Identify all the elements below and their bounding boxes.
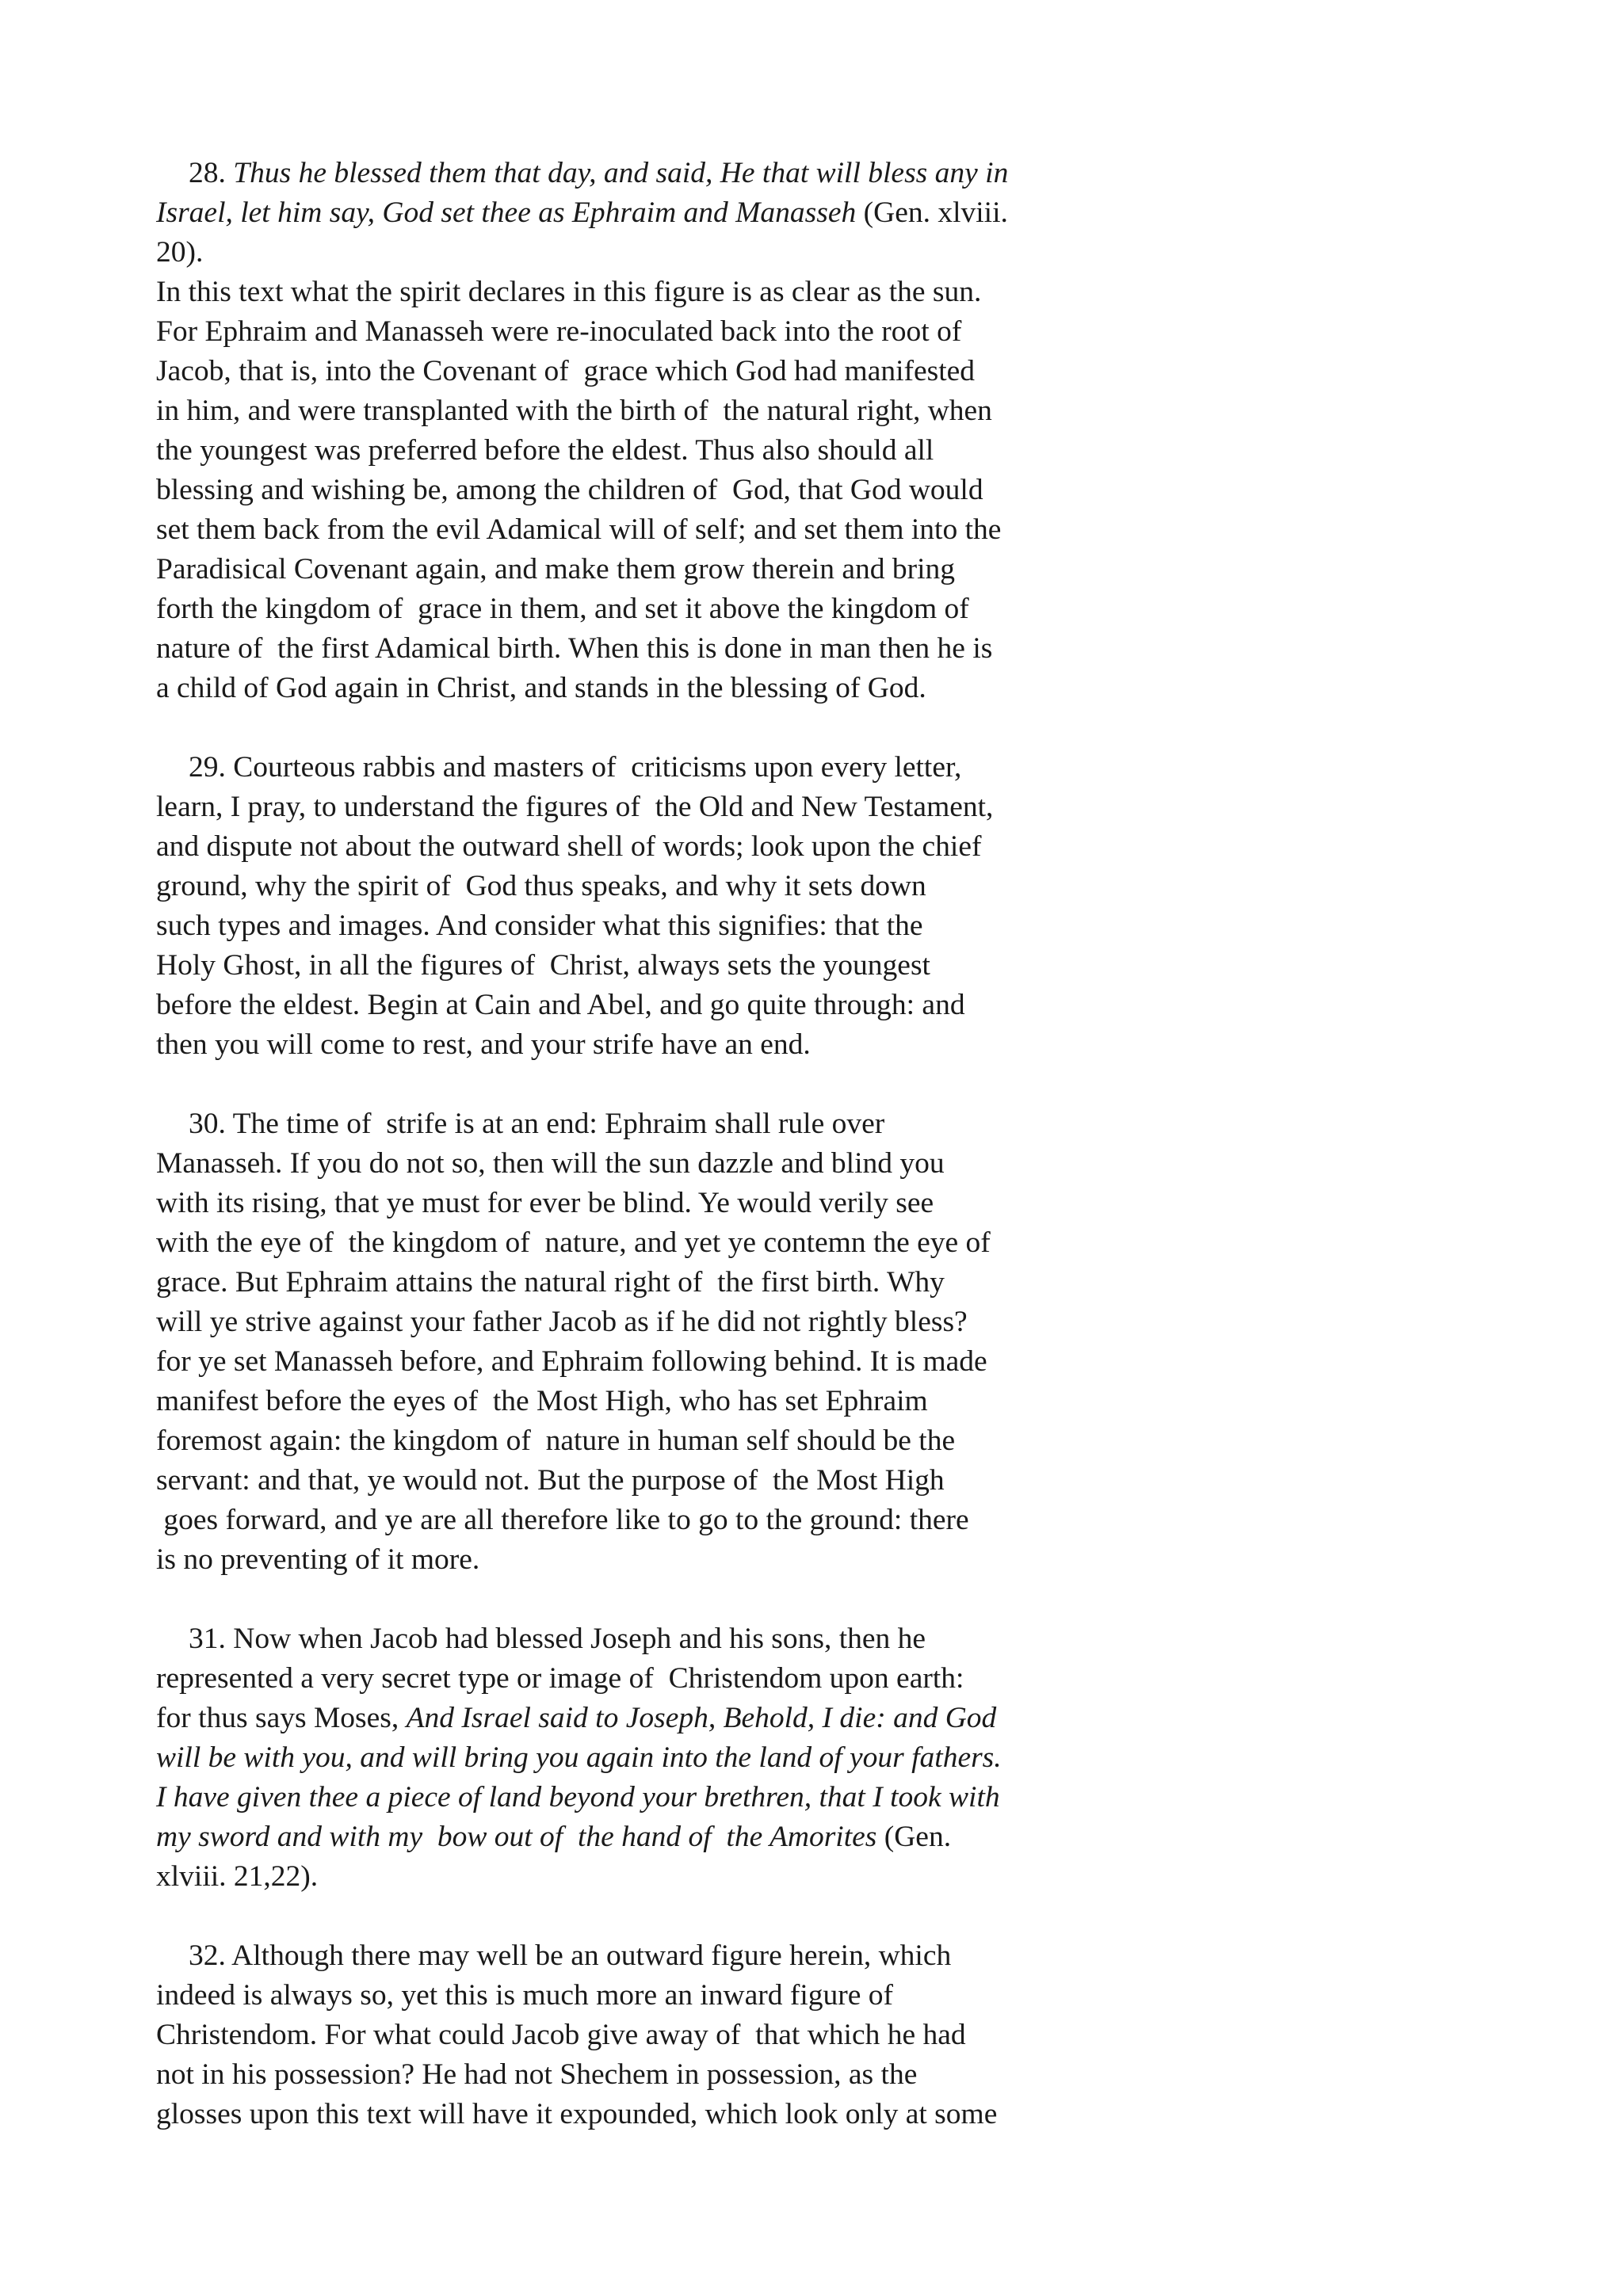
text-run: glosses upon this text will have it expounded, which look only at some <box>156 2098 998 2130</box>
text-run: and dispute not about the outward shell of words; look upon the chief <box>156 830 982 863</box>
text-line <box>156 2095 997 2134</box>
italic-text-run: Thus he blessed them that day, and said, He that will bless any in <box>233 157 1009 189</box>
text-line <box>156 1302 968 1342</box>
text-run: ground, why the spirit of God thus speaks, and why it sets down <box>156 870 926 902</box>
text-run: (Gen. xlviii. <box>856 196 1008 229</box>
text-line <box>156 1223 991 1263</box>
text-line <box>156 1817 951 1857</box>
text-run: in him, and were transplanted with the birth of the natural right, when <box>156 395 992 427</box>
text-line <box>156 669 926 708</box>
text-run: 32. Although there may well be an outward figure herein, which <box>189 1939 952 1972</box>
text-line <box>156 1778 1000 1817</box>
text-line <box>156 986 965 1025</box>
text-line <box>156 867 926 906</box>
text-run: such types and images. And consider what this signifies: that the <box>156 910 923 942</box>
text-run: Paradisical Covenant again, and make them grow therein and bring <box>156 553 956 585</box>
text-line <box>156 1382 928 1421</box>
text-line <box>189 154 1008 193</box>
text-line <box>156 2016 966 2055</box>
text-run: Jacob, that is, into the Covenant of grace which God had manifested <box>156 355 976 387</box>
text-run: will ye strive against your father Jacob as if he did not rightly bless? <box>156 1306 968 1338</box>
text-run: with the eye of the kingdom of nature, and yet ye contemn the eye of <box>156 1226 991 1259</box>
text-line <box>156 827 981 867</box>
text-run: set them back from the evil Adamical will of self; and set them into the <box>156 513 1002 546</box>
text-line <box>156 550 955 589</box>
text-line <box>156 1421 955 1461</box>
text-line <box>156 2055 917 2095</box>
text-run: represented a very secret type or image of Christendom upon earth: <box>156 1662 964 1695</box>
text-line <box>156 1342 987 1382</box>
text-line <box>156 193 1008 233</box>
text-line <box>156 431 934 471</box>
text-line <box>156 1263 945 1302</box>
text-run: xlviii. 21,22). <box>156 1860 319 1893</box>
text-run: 20). <box>156 236 204 269</box>
text-run: for ye set Manasseh before, and Ephraim following behind. It is made <box>156 1345 987 1378</box>
text-line <box>156 589 969 629</box>
text-line <box>156 1738 1002 1778</box>
italic-text-run: my sword and with my bow out of the hand of the Amorites <box>156 1821 877 1853</box>
text-line <box>156 1976 893 2016</box>
text-run: not in his possession? He had not Shechem in possession, as the <box>156 2058 918 2091</box>
text-line <box>156 510 1001 550</box>
text-line <box>156 629 992 669</box>
text-run: 28. <box>189 157 234 189</box>
text-line <box>156 1540 479 1580</box>
text-run: with its rising, that ye must for ever be blind. Ye would verily see <box>156 1187 934 1219</box>
text-run: 29. Courteous rabbis and masters of criticisms upon every letter, <box>189 751 962 784</box>
text-line <box>189 1619 926 1659</box>
text-line <box>156 1461 945 1501</box>
text-line <box>156 1699 996 1738</box>
text-run: is no preventing of it more. <box>156 1543 480 1576</box>
text-line <box>156 1025 811 1065</box>
text-line <box>156 391 992 431</box>
text-run: Manasseh. If you do not so, then will the sun dazzle and blind you <box>156 1147 945 1180</box>
italic-text-run: Israel, let him say, God set thee as Ephraim and Manasseh <box>156 196 857 229</box>
text-run: manifest before the eyes of the Most High, who has set Ephraim <box>156 1385 928 1417</box>
text-run: learn, I pray, to understand the figures of the Old and New Testament, <box>156 791 994 823</box>
text-run: forth the kingdom of grace in them, and set it above the kingdom of <box>156 593 969 625</box>
text-line <box>156 312 961 352</box>
text-line <box>156 273 981 312</box>
text-run: for thus says Moses, <box>156 1702 407 1734</box>
text-line <box>156 788 993 827</box>
text-run: before the eldest. Begin at Cain and Abel, and go quite through: and <box>156 989 965 1021</box>
italic-text-run: And Israel said to Joseph, Behold, I die: and God <box>406 1702 997 1734</box>
text-run: the youngest was preferred before the eldest. Thus also should all <box>156 434 934 467</box>
text-line <box>189 748 961 788</box>
text-line <box>156 906 923 946</box>
text-line <box>156 1144 945 1184</box>
text-line <box>156 1659 964 1699</box>
text-line <box>156 1184 934 1223</box>
text-line <box>189 1104 884 1144</box>
text-run: For Ephraim and Manasseh were re-inoculated back into the root of <box>156 315 962 348</box>
text-line <box>189 1936 951 1976</box>
text-line <box>156 1501 969 1540</box>
text-run: blessing and wishing be, among the children of God, that God would <box>156 474 983 506</box>
text-line <box>156 946 930 986</box>
italic-text-run: I have given thee a piece of land beyond your brethren, that I took with <box>156 1781 1000 1814</box>
text-run: nature of the first Adamical birth. When this is done in man then he is <box>156 632 993 665</box>
text-run: a child of God again in Christ, and stands in the blessing of God. <box>156 672 926 704</box>
text-run: (Gen. <box>876 1821 952 1853</box>
text-run: servant: and that, ye would not. But the purpose of the Most High <box>156 1464 945 1497</box>
text-run: Holy Ghost, in all the figures of Christ, always sets the youngest <box>156 949 930 982</box>
text-line <box>156 352 975 391</box>
text-run: indeed is always so, yet this is much more an inward figure of <box>156 1979 893 2012</box>
text-run: 30. The time of strife is at an end: Ephraim shall rule over <box>189 1108 885 1140</box>
text-line <box>156 471 983 510</box>
text-run: Christendom. For what could Jacob give away of that which he had <box>156 2019 966 2051</box>
text-run: foremost again: the kingdom of nature in human self should be the <box>156 1425 956 1457</box>
text-line <box>156 1857 318 1897</box>
text-run: In this text what the spirit declares in this figure is as clear as the sun. <box>156 276 982 308</box>
text-run: 31. Now when Jacob had blessed Joseph and his sons, then he <box>189 1623 926 1655</box>
text-run: then you will come to rest, and your strife have an end. <box>156 1028 811 1061</box>
italic-text-run: will be with you, and will bring you again into the land of your fathers. <box>156 1741 1002 1774</box>
text-line <box>156 233 203 273</box>
text-run: grace. But Ephraim attains the natural right of the first birth. Why <box>156 1266 945 1299</box>
text-run: goes forward, and ye are all therefore like to go to the ground: there <box>156 1504 969 1536</box>
